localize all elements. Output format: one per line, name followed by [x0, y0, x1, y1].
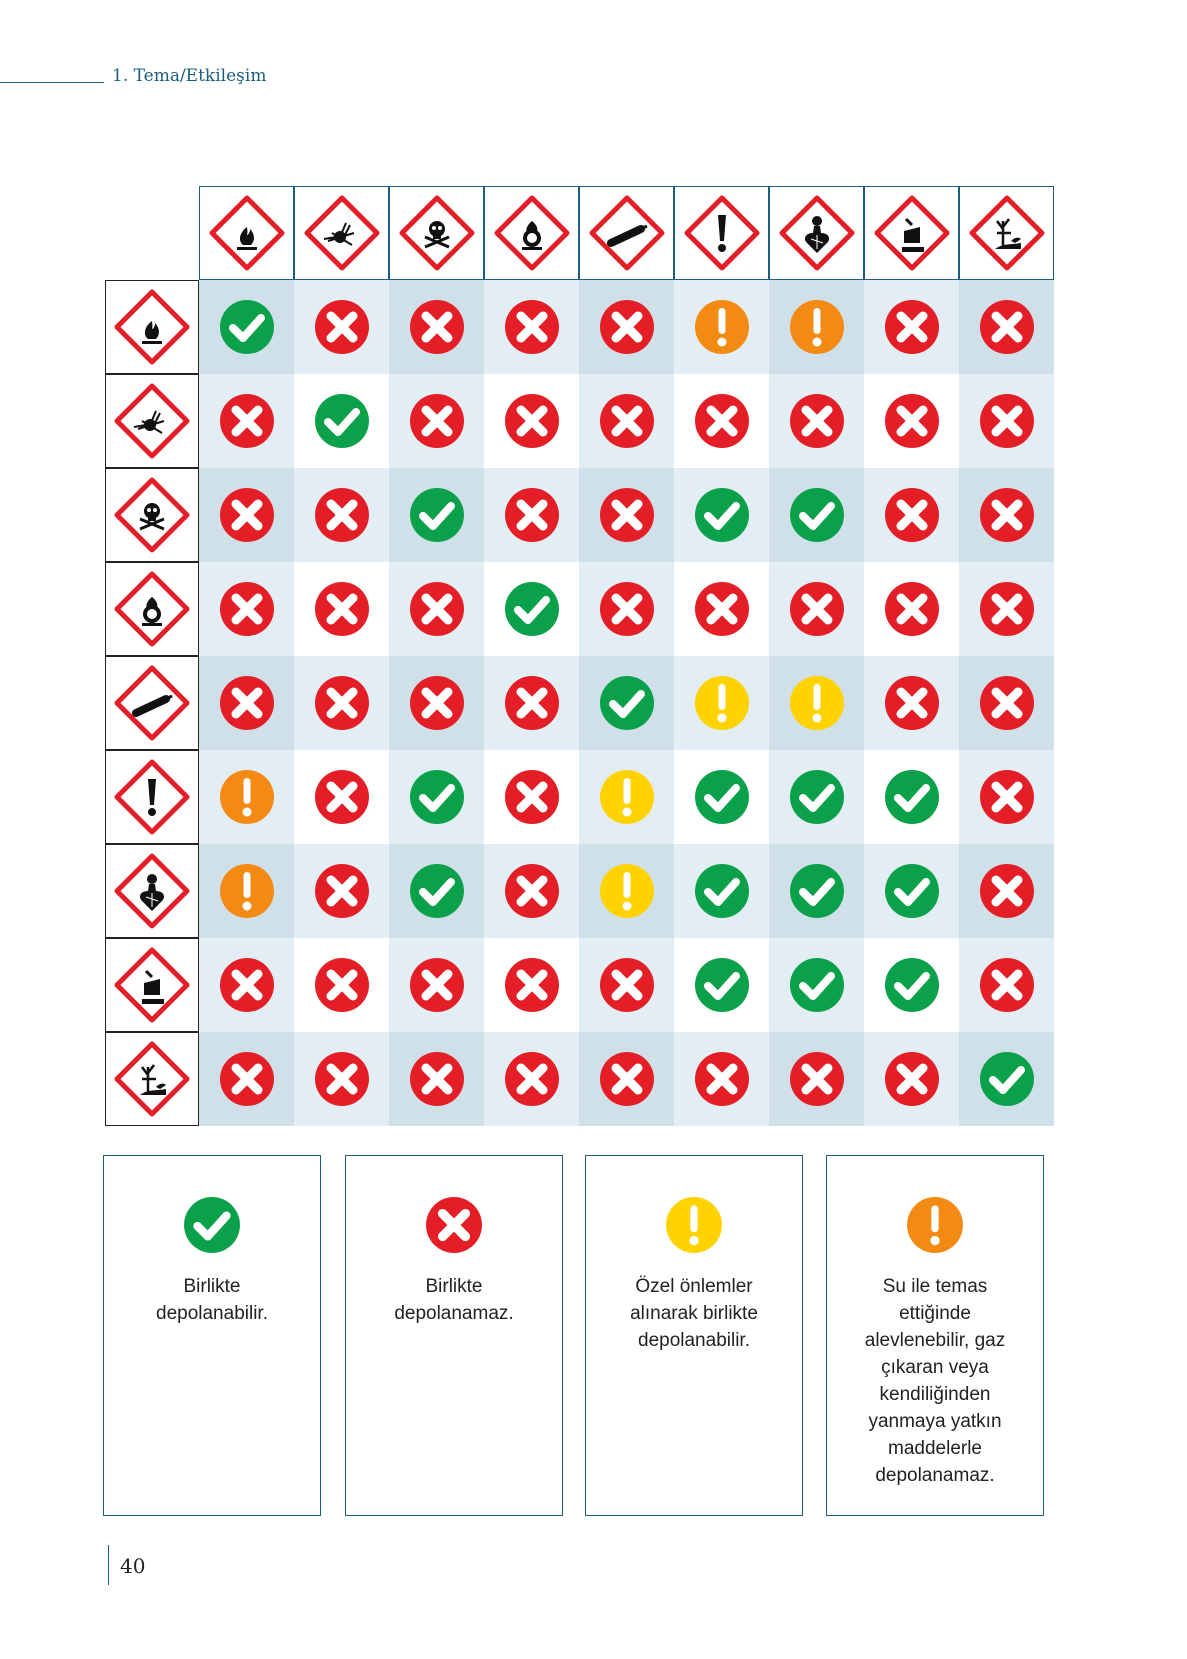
chapter-title: 1. Tema/Etkileşim — [112, 66, 267, 86]
legend-text — [346, 1273, 562, 1327]
cross-icon — [694, 1051, 750, 1107]
row-header-health-hazard-icon — [105, 844, 199, 938]
check-icon — [884, 769, 940, 825]
legend-text — [586, 1273, 802, 1354]
matrix-cell — [674, 280, 769, 374]
cross-icon — [884, 487, 940, 543]
cross-icon — [314, 675, 370, 731]
matrix-cell — [959, 844, 1054, 938]
matrix-cell — [769, 844, 864, 938]
cross-icon — [219, 675, 275, 731]
column-header-health-hazard-icon — [769, 186, 864, 280]
cross-icon — [219, 393, 275, 449]
matrix-cell — [579, 562, 674, 656]
matrix-cell — [579, 280, 674, 374]
matrix-cell — [959, 750, 1054, 844]
legend-line: ettiğinde — [899, 1303, 971, 1324]
caution-icon — [599, 769, 655, 825]
cross-icon — [314, 299, 370, 355]
matrix-cell — [484, 938, 579, 1032]
matrix-cell — [959, 656, 1054, 750]
cross-icon — [694, 393, 750, 449]
check-icon — [789, 487, 845, 543]
check-icon — [694, 487, 750, 543]
matrix-cell — [294, 750, 389, 844]
oxidizer-icon — [492, 193, 572, 273]
column-header-flammable-icon — [199, 186, 294, 280]
matrix-cell — [389, 374, 484, 468]
matrix-cell — [199, 374, 294, 468]
water-warning-icon — [219, 769, 275, 825]
legend-line: alınarak birlikte — [630, 1303, 758, 1324]
legend-line: Su ile temas — [882, 1276, 988, 1297]
matrix-cell — [674, 562, 769, 656]
legend-box — [585, 1155, 803, 1516]
check-icon — [504, 581, 560, 637]
matrix-cell — [864, 1032, 959, 1126]
column-header-exclamation-icon — [674, 186, 769, 280]
cross-icon — [789, 581, 845, 637]
check-icon — [789, 957, 845, 1013]
matrix-cell — [579, 656, 674, 750]
oxidizer-icon — [112, 569, 192, 649]
cross-icon — [219, 581, 275, 637]
cross-icon — [789, 393, 845, 449]
legend-box — [103, 1155, 321, 1516]
gas-cylinder-icon — [112, 663, 192, 743]
matrix-cell — [199, 562, 294, 656]
legend-line: depolanamaz. — [394, 1303, 514, 1324]
matrix-cell — [959, 374, 1054, 468]
matrix-cell — [199, 280, 294, 374]
cross-icon — [314, 957, 370, 1013]
environment-icon — [967, 193, 1047, 273]
cross-icon — [979, 863, 1035, 919]
cross-icon — [314, 581, 370, 637]
cross-icon — [314, 769, 370, 825]
row-header-explosive-icon — [105, 374, 199, 468]
matrix-cell — [484, 750, 579, 844]
row-header-oxidizer-icon — [105, 562, 199, 656]
column-header-environment-icon — [959, 186, 1054, 280]
water-warning-icon — [219, 863, 275, 919]
cross-icon — [599, 957, 655, 1013]
cross-icon — [979, 393, 1035, 449]
flammable-icon — [112, 287, 192, 367]
cross-icon — [884, 1051, 940, 1107]
matrix-cell — [674, 468, 769, 562]
cross-icon — [694, 581, 750, 637]
check-icon — [599, 675, 655, 731]
cross-icon — [884, 299, 940, 355]
matrix-cell — [389, 844, 484, 938]
cross-icon — [504, 299, 560, 355]
page-number-rule — [108, 1545, 109, 1585]
check-icon — [219, 299, 275, 355]
matrix-cell — [199, 656, 294, 750]
cross-icon — [504, 1051, 560, 1107]
matrix-cell — [864, 750, 959, 844]
matrix-cell — [579, 938, 674, 1032]
legend-line: Birlikte — [183, 1276, 241, 1297]
cross-icon — [884, 675, 940, 731]
flammable-icon — [207, 193, 287, 273]
matrix-cell — [389, 750, 484, 844]
check-icon — [409, 769, 465, 825]
toxic-skull-icon — [397, 193, 477, 273]
matrix-cell — [769, 468, 864, 562]
legend-line: depolanamaz. — [875, 1465, 995, 1486]
row-header-exclamation-icon — [105, 750, 199, 844]
matrix-cell — [294, 468, 389, 562]
matrix-cell — [294, 562, 389, 656]
cross-icon — [314, 487, 370, 543]
cross-icon — [409, 675, 465, 731]
cross-icon — [504, 957, 560, 1013]
cross-icon — [884, 581, 940, 637]
cross-icon — [979, 769, 1035, 825]
matrix-cell — [769, 280, 864, 374]
check-icon — [884, 863, 940, 919]
row-header-flammable-icon — [105, 280, 199, 374]
matrix-cell — [674, 1032, 769, 1126]
caution-icon — [789, 675, 845, 731]
cross-icon — [504, 487, 560, 543]
matrix-cell — [864, 562, 959, 656]
cross-icon — [409, 581, 465, 637]
water-warning-icon — [694, 299, 750, 355]
legend-text — [827, 1273, 1043, 1489]
matrix-cell — [864, 656, 959, 750]
cross-icon — [314, 863, 370, 919]
matrix-cell — [769, 374, 864, 468]
matrix-cell — [579, 844, 674, 938]
row-header-corrosive-icon — [105, 938, 199, 1032]
cross-icon — [219, 957, 275, 1013]
legend-box — [826, 1155, 1044, 1516]
matrix-cell — [294, 374, 389, 468]
matrix-cell — [389, 656, 484, 750]
check-icon — [409, 863, 465, 919]
matrix-cell — [959, 938, 1054, 1032]
matrix-cell — [864, 938, 959, 1032]
cross-icon — [219, 487, 275, 543]
matrix-cell — [864, 844, 959, 938]
matrix-cell — [674, 374, 769, 468]
check-icon — [314, 393, 370, 449]
legend-line: alevlenebilir, gaz — [864, 1330, 1006, 1351]
matrix-cell — [294, 844, 389, 938]
cross-icon — [599, 581, 655, 637]
matrix-cell — [484, 1032, 579, 1126]
cross-icon — [599, 487, 655, 543]
cross-icon — [409, 1051, 465, 1107]
legend-line: maddelerle — [888, 1438, 982, 1459]
column-header-oxidizer-icon — [484, 186, 579, 280]
page-number: 40 — [120, 1554, 146, 1578]
matrix-cell — [674, 750, 769, 844]
matrix-cell — [484, 562, 579, 656]
cross-icon — [884, 393, 940, 449]
cross-icon — [979, 487, 1035, 543]
matrix-cell — [674, 844, 769, 938]
matrix-cell — [389, 1032, 484, 1126]
water-warning-icon — [789, 299, 845, 355]
cross-icon — [425, 1196, 483, 1254]
matrix-cell — [769, 1032, 864, 1126]
caution-icon — [599, 863, 655, 919]
matrix-cell — [864, 374, 959, 468]
check-icon — [789, 863, 845, 919]
matrix-cell — [484, 844, 579, 938]
matrix-cell — [959, 562, 1054, 656]
cross-icon — [504, 393, 560, 449]
cross-icon — [979, 299, 1035, 355]
exclamation-icon — [112, 757, 192, 837]
cross-icon — [979, 675, 1035, 731]
cross-icon — [504, 675, 560, 731]
column-header-corrosive-icon — [864, 186, 959, 280]
matrix-cell — [294, 1032, 389, 1126]
toxic-skull-icon — [112, 475, 192, 555]
matrix-cell — [959, 1032, 1054, 1126]
cross-icon — [504, 769, 560, 825]
environment-icon — [112, 1039, 192, 1119]
cross-icon — [409, 299, 465, 355]
matrix-cell — [294, 280, 389, 374]
row-header-environment-icon — [105, 1032, 199, 1126]
cross-icon — [314, 1051, 370, 1107]
matrix-cell — [389, 468, 484, 562]
legend-line: depolanabilir. — [156, 1303, 268, 1324]
column-header-explosive-icon — [294, 186, 389, 280]
legend-line: Birlikte — [425, 1276, 483, 1297]
cross-icon — [599, 393, 655, 449]
legend-line: depolanabilir. — [638, 1330, 750, 1351]
cross-icon — [979, 957, 1035, 1013]
matrix-cell — [199, 844, 294, 938]
cross-icon — [409, 393, 465, 449]
legend-line: Özel önlemler — [635, 1276, 753, 1297]
matrix-cell — [579, 1032, 674, 1126]
caution-icon — [665, 1196, 723, 1254]
cross-icon — [599, 299, 655, 355]
row-header-toxic-skull-icon — [105, 468, 199, 562]
matrix-cell — [199, 1032, 294, 1126]
matrix-cell — [579, 374, 674, 468]
check-icon — [694, 863, 750, 919]
matrix-cell — [199, 750, 294, 844]
matrix-cell — [959, 280, 1054, 374]
matrix-cell — [199, 468, 294, 562]
gas-cylinder-icon — [587, 193, 667, 273]
header-rule — [0, 82, 104, 83]
legend-box — [345, 1155, 563, 1516]
matrix-cell — [484, 468, 579, 562]
check-icon — [694, 769, 750, 825]
matrix-cell — [864, 280, 959, 374]
matrix-cell — [769, 938, 864, 1032]
legend-line: kendiliğinden — [879, 1384, 991, 1405]
legend-line: yanmaya yatkın — [868, 1411, 1002, 1432]
caution-icon — [694, 675, 750, 731]
cross-icon — [979, 581, 1035, 637]
check-icon — [884, 957, 940, 1013]
column-header-toxic-skull-icon — [389, 186, 484, 280]
matrix-cell — [484, 374, 579, 468]
matrix-cell — [484, 656, 579, 750]
matrix-cell — [389, 562, 484, 656]
cross-icon — [789, 1051, 845, 1107]
matrix-cell — [389, 938, 484, 1032]
matrix-cell — [389, 280, 484, 374]
exclamation-icon — [682, 193, 762, 273]
cross-icon — [219, 1051, 275, 1107]
explosive-icon — [112, 381, 192, 461]
cross-icon — [409, 957, 465, 1013]
legend-line: çıkaran veya — [881, 1357, 989, 1378]
legend-text — [104, 1273, 320, 1327]
check-icon — [694, 957, 750, 1013]
matrix-cell — [769, 750, 864, 844]
health-hazard-icon — [112, 851, 192, 931]
matrix-cell — [674, 938, 769, 1032]
matrix-cell — [579, 468, 674, 562]
matrix-cell — [864, 468, 959, 562]
corrosive-icon — [112, 945, 192, 1025]
matrix-cell — [199, 938, 294, 1032]
matrix-cell — [579, 750, 674, 844]
check-icon — [979, 1051, 1035, 1107]
matrix-cell — [769, 562, 864, 656]
explosive-icon — [302, 193, 382, 273]
matrix-cell — [769, 656, 864, 750]
cross-icon — [504, 863, 560, 919]
column-header-gas-cylinder-icon — [579, 186, 674, 280]
cross-icon — [599, 1051, 655, 1107]
matrix-cell — [294, 656, 389, 750]
check-icon — [409, 487, 465, 543]
matrix-cell — [959, 468, 1054, 562]
corrosive-icon — [872, 193, 952, 273]
health-hazard-icon — [777, 193, 857, 273]
check-icon — [183, 1196, 241, 1254]
matrix-cell — [484, 280, 579, 374]
matrix-cell — [674, 656, 769, 750]
matrix-cell — [294, 938, 389, 1032]
check-icon — [789, 769, 845, 825]
water-warning-icon — [906, 1196, 964, 1254]
row-header-gas-cylinder-icon — [105, 656, 199, 750]
